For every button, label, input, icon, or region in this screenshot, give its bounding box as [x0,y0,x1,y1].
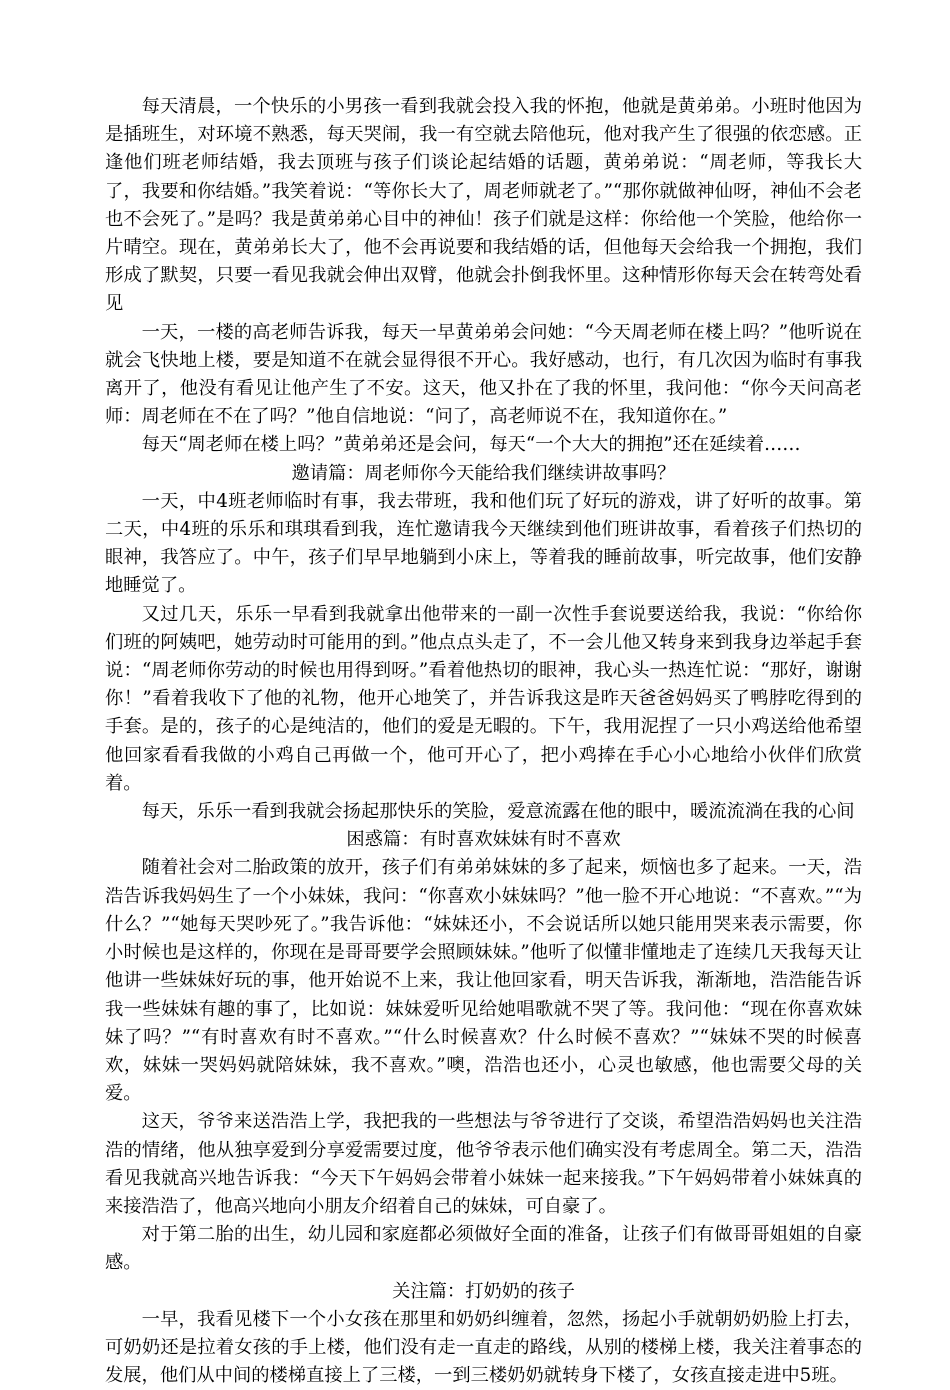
paragraph-hitting-grandma: 一早，我看见楼下一个小女孩在那里和奶奶纠缠着，忽然，扬起小手就朝奶奶脸上打去，可奶奶还是拉着女孩的手上楼，他们没有走一直走的路线，从别的楼梯上楼，我关注着事态的发展，他们从中间的楼梯直接上了三楼，一到三楼奶奶就转身下楼了，女孩直接走进中5班。 [105,1308,862,1387]
section-heading-confusion: 困惑篇：有时喜欢妹妹有时不喜欢 [346,829,621,851]
paragraph-grandpa-talk: 这天，爷爷来送浩浩上学，我把我的一些想法与爷爷进行了交谈，希望浩浩妈妈也关注浩浩的情绪，他从独享爱到分享爱需要过度，他爷爷表示他们确实没有考虑周全。第二天，浩浩看见我就高兴地告诉我：“今天下午妈妈会带着小妹妹一起来接我。”下午妈妈带着小妹妹真的来接浩浩了，他高兴地向小朋友介绍着自己的妹妹，可自豪了。 [105,1111,862,1217]
paragraph-ask-teacher: 一天，一楼的高老师告诉我，每天一早黄弟弟会问她：“今天周老师在楼上吗？”他听说在就会飞快地上楼，要是知道不在就会显得很不开心。我好感动，也行，有几次因为临时有事我离开了，他没有看见让他产生了不安。这天，他又扑在了我的怀里，我问他：“你今天问高老师：周老师在不在了吗？”他自信地说：“问了，高老师说不在，我知道你在。” [105,321,862,428]
paragraph-invitation-story: 一天，中4班老师临时有事，我去带班，我和他们玩了好玩的游戏，讲了好听的故事。第二天，中4班的乐乐和琪琪看到我，连忙邀请我今天继续到他们班讲故事，看着孩子们热切的眼神，我答应了。中午，孩子们早早地躺到小床上，等着我的睡前故事，听完故事，他们安静地睡觉了。 [105,490,862,597]
paragraph-lele-smile: 每天，乐乐一看到我就会扬起那快乐的笑脸，爱意流露在他的眼中，暖流流淌在我的心间 [141,801,855,823]
paragraph-gloves-gift: 又过几天，乐乐一早看到我就拿出他带来的一副一次性手套说要送给我，我说：“你给你们班的阿姨吧，她劳动时可能用的到。”他点点头走了，不一会儿他又转身来到我身边举起手套说：“周老师你劳动的时候也用得到呀。”看着他热切的眼神，我心头一热连忙说：“那好，谢谢你！”看着我收下了他的礼物，他开心地笑了，并告诉我这是昨天爸爸妈妈买了鸭脖吃得到的手套。是的，孩子的心是纯洁的，他们的爱是无暇的。下午，我用泥捏了一只小鸡送给他希望他回家看看我做的小鸡自己再做一个，他可开心了，把小鸡捧在手心小心地给小伙伴们欣赏着。 [105,603,862,794]
section-heading-invitation: 邀请篇：周老师你今天能给我们继续讲故事吗？ [291,462,676,484]
section-heading-attention: 关注篇：打奶奶的孩子 [392,1280,575,1302]
paragraph-daily-question: 每天“周老师在楼上吗？”黄弟弟还是会问，每天“一个大大的拥抱”还在延续着…… [141,434,801,456]
document-page [105,93,862,1390]
paragraph-second-child: 对于第二胎的出生，幼儿园和家庭都必须做好全面的准备，让孩子们有做哥哥姐姐的自豪感。 [105,1224,862,1274]
paragraph-hug: 每天清晨，一个快乐的小男孩一看到我就会投入我的怀抱，他就是黄弟弟。小班时他因为是插班生，对环境不熟悉，每天哭闹，我一有空就去陪他玩，他对我产生了很强的依恋感。正逢他们班老师结婚，我去顶班与孩子们谈论起结婚的话题，黄弟弟说：“周老师，等我长大了，我要和你结婚。”我笑着说：“等你长大了，周老师就老了。”“那你就做神仙呀，神仙不会老也不会死了。”是吗？我是黄弟弟心目中的神仙！孩子们就是这样：你给他一个笑脸，他给你一片晴空。现在，黄弟弟长大了，他不会再说要和我结婚的话，但他每天会给我一个拥抱，我们形成了默契，只要一看见我就会伸出双臂，他就会扑倒我怀里。这种情形你每天会在转弯处看见 [105,96,862,315]
paragraph-little-sister: 随着社会对二胎政策的放开，孩子们有弟弟妹妹的多了起来，烦恼也多了起来。一天，浩浩告诉我妈妈生了一个小妹妹，我问：“你喜欢小妹妹吗？”他一脸不开心地说：“不喜欢。”“为什么？”“她每天哭吵死了。”我告诉他：“妹妹还小，不会说话所以她只能用哭来表示需要，你小时候也是这样的，你现在是哥哥要学会照顾妹妹。”他听了似懂非懂地走了连续几天我每天让他讲一些妹妹好玩的事，他开始说不上来，我让他回家看，明天告诉我，渐渐地，浩浩能告诉我一些妹妹有趣的事了，比如说：妹妹爱听见给她唱歌就不哭了等。我问他：“现在你喜欢妹妹了吗？”“有时喜欢有时不喜欢。”“什么时候喜欢？什么时候不喜欢？”“妹妹不哭的时候喜欢，妹妹一哭妈妈就陪妹妹，我不喜欢。”噢，浩浩也还小，心灵也敏感，他也需要父母的关爱。 [105,857,862,1105]
